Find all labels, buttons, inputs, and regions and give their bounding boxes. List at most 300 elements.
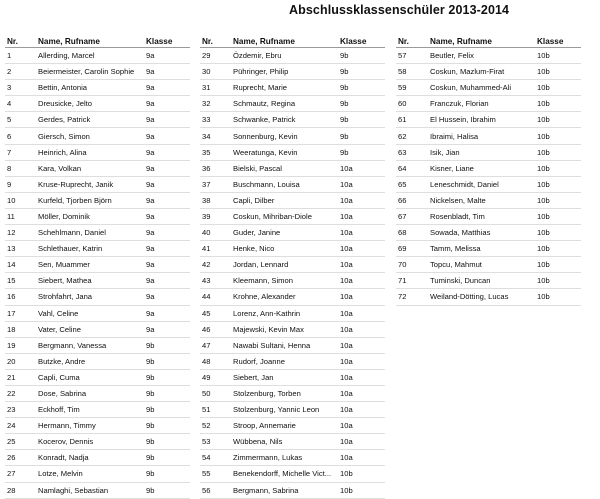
table-row xyxy=(396,257,581,273)
table-row xyxy=(5,192,190,208)
cell-name: Isik, Jian xyxy=(430,144,537,160)
cell-klasse: 9a xyxy=(146,96,190,112)
cell-name: Dreusicke, Jelto xyxy=(38,96,146,112)
cell-nr: 4 xyxy=(5,96,38,112)
cell-name: Tamm, Melissa xyxy=(430,241,537,257)
table-row xyxy=(396,192,581,208)
cell-name: Siebert, Mathea xyxy=(38,273,146,289)
table-row xyxy=(5,337,190,353)
cell-nr: 38 xyxy=(200,192,233,208)
cell-name: Lotze, Melvin xyxy=(38,466,146,482)
cell-klasse: 9a xyxy=(146,208,190,224)
cell-klasse: 10b xyxy=(537,176,581,192)
cell-klasse: 10a xyxy=(340,321,385,337)
cell-nr: 67 xyxy=(396,208,430,224)
cell-name: Kisner, Liane xyxy=(430,160,537,176)
cell-name: Schlethauer, Katrin xyxy=(38,241,146,257)
table-row xyxy=(200,321,385,337)
cell-name: Namlaghi, Sebastian xyxy=(38,482,146,498)
cell-nr: 10 xyxy=(5,192,38,208)
header-name: Name, Rufname xyxy=(430,33,537,48)
table-row xyxy=(5,353,190,369)
table-row xyxy=(5,160,190,176)
table-row xyxy=(396,128,581,144)
cell-klasse: 9b xyxy=(146,337,190,353)
table-row xyxy=(200,241,385,257)
cell-name: Weeratunga, Kevin xyxy=(233,144,340,160)
header-nr: Nr. xyxy=(396,33,430,48)
table-row xyxy=(5,80,190,96)
header-klasse: Klasse xyxy=(146,33,190,48)
cell-name: Hermann, Timmy xyxy=(38,418,146,434)
cell-nr: 46 xyxy=(200,321,233,337)
cell-nr: 39 xyxy=(200,208,233,224)
table-row xyxy=(200,64,385,80)
cell-nr: 6 xyxy=(5,128,38,144)
cell-nr: 14 xyxy=(5,257,38,273)
table-row xyxy=(396,225,581,241)
cell-name: Stroop, Annemarie xyxy=(233,418,340,434)
cell-name: Vater, Celine xyxy=(38,321,146,337)
cell-klasse: 9a xyxy=(146,112,190,128)
table-row xyxy=(200,418,385,434)
cell-name: Heinrich, Alina xyxy=(38,144,146,160)
cell-klasse: 9b xyxy=(340,144,385,160)
cell-klasse: 9a xyxy=(146,257,190,273)
cell-name: Vahl, Celine xyxy=(38,305,146,321)
cell-klasse: 10a xyxy=(340,385,385,401)
cell-klasse: 9a xyxy=(146,289,190,305)
cell-nr: 16 xyxy=(5,289,38,305)
cell-nr: 58 xyxy=(396,64,430,80)
table-row xyxy=(5,176,190,192)
cell-name: Strohfahrt, Jana xyxy=(38,289,146,305)
table-row xyxy=(396,112,581,128)
cell-name: Rosenbladt, Tim xyxy=(430,208,537,224)
cell-klasse: 10a xyxy=(340,273,385,289)
cell-name: Siebert, Jan xyxy=(233,369,340,385)
cell-name: Rudorf, Joanne xyxy=(233,353,340,369)
cell-klasse: 10a xyxy=(340,402,385,418)
cell-nr: 47 xyxy=(200,337,233,353)
cell-klasse: 10b xyxy=(537,128,581,144)
cell-name: Capli, Cuma xyxy=(38,369,146,385)
cell-nr: 36 xyxy=(200,160,233,176)
table-row xyxy=(396,273,581,289)
table-row xyxy=(200,450,385,466)
cell-name: Kara, Volkan xyxy=(38,160,146,176)
cell-klasse: 9a xyxy=(146,176,190,192)
cell-name: Stolzenburg, Yannic Leon xyxy=(233,402,340,418)
cell-nr: 27 xyxy=(5,466,38,482)
table-row xyxy=(200,257,385,273)
cell-name: Gerdes, Patrick xyxy=(38,112,146,128)
header-nr: Nr. xyxy=(200,33,233,48)
cell-nr: 52 xyxy=(200,418,233,434)
cell-nr: 50 xyxy=(200,385,233,401)
cell-name: Coskun, Muhammed-Ali xyxy=(430,80,537,96)
table-row xyxy=(200,466,385,482)
cell-nr: 40 xyxy=(200,225,233,241)
cell-klasse: 9a xyxy=(146,80,190,96)
cell-klasse: 9a xyxy=(146,128,190,144)
cell-name: Kleemann, Simon xyxy=(233,273,340,289)
cell-nr: 48 xyxy=(200,353,233,369)
cell-klasse: 9b xyxy=(146,369,190,385)
cell-nr: 59 xyxy=(396,80,430,96)
table-row xyxy=(200,482,385,498)
table-row xyxy=(396,160,581,176)
table-row xyxy=(5,225,190,241)
cell-name: Bielski, Pascal xyxy=(233,160,340,176)
table-row xyxy=(5,369,190,385)
table-row xyxy=(5,402,190,418)
cell-name: Möller, Dominik xyxy=(38,208,146,224)
cell-name: Sen, Muammer xyxy=(38,257,146,273)
cell-klasse: 10a xyxy=(340,353,385,369)
cell-klasse: 10b xyxy=(537,289,581,305)
cell-nr: 24 xyxy=(5,418,38,434)
table-row xyxy=(396,144,581,160)
table-row xyxy=(200,305,385,321)
table-row xyxy=(200,176,385,192)
cell-nr: 72 xyxy=(396,289,430,305)
cell-nr: 43 xyxy=(200,273,233,289)
table-row xyxy=(200,112,385,128)
table-row xyxy=(5,96,190,112)
cell-klasse: 10a xyxy=(340,160,385,176)
cell-klasse: 9b xyxy=(340,128,385,144)
table-row xyxy=(5,434,190,450)
table-row xyxy=(200,208,385,224)
table-row xyxy=(5,418,190,434)
cell-klasse: 10a xyxy=(340,257,385,273)
cell-klasse: 9a xyxy=(146,160,190,176)
cell-name: Bettin, Antonia xyxy=(38,80,146,96)
cell-nr: 11 xyxy=(5,208,38,224)
cell-name: Leneschmidt, Daniel xyxy=(430,176,537,192)
cell-klasse: 10b xyxy=(537,112,581,128)
cell-name: Kocerov, Dennis xyxy=(38,434,146,450)
cell-nr: 22 xyxy=(5,385,38,401)
table-row xyxy=(5,128,190,144)
table-row xyxy=(5,305,190,321)
table-row xyxy=(396,241,581,257)
cell-nr: 28 xyxy=(5,482,38,498)
table-row xyxy=(396,208,581,224)
cell-name: Majewski, Kevin Max xyxy=(233,321,340,337)
cell-klasse: 9a xyxy=(146,225,190,241)
cell-name: Coskun, Mazlum-Firat xyxy=(430,64,537,80)
cell-klasse: 9b xyxy=(340,64,385,80)
cell-klasse: 10a xyxy=(340,418,385,434)
header-klasse: Klasse xyxy=(340,33,385,48)
cell-nr: 34 xyxy=(200,128,233,144)
cell-name: Guder, Janine xyxy=(233,225,340,241)
cell-name: Pühringer, Philip xyxy=(233,64,340,80)
cell-name: Schmautz, Regina xyxy=(233,96,340,112)
cell-name: Krohne, Alexander xyxy=(233,289,340,305)
cell-klasse: 9a xyxy=(146,273,190,289)
cell-klasse: 10b xyxy=(537,160,581,176)
cell-nr: 61 xyxy=(396,112,430,128)
cell-nr: 3 xyxy=(5,80,38,96)
cell-nr: 64 xyxy=(396,160,430,176)
table-row xyxy=(396,176,581,192)
cell-klasse: 9b xyxy=(146,353,190,369)
header-name: Name, Rufname xyxy=(38,33,146,48)
cell-name: Ruprecht, Marie xyxy=(233,80,340,96)
table-row xyxy=(5,450,190,466)
cell-nr: 26 xyxy=(5,450,38,466)
table-row xyxy=(200,48,385,64)
table-row xyxy=(5,48,190,64)
cell-klasse: 9a xyxy=(146,144,190,160)
cell-nr: 69 xyxy=(396,241,430,257)
cell-name: Özdemir, Ebru xyxy=(233,48,340,64)
table-row xyxy=(5,64,190,80)
cell-klasse: 9a xyxy=(146,48,190,64)
student-table-2 xyxy=(200,33,385,499)
cell-nr: 9 xyxy=(5,176,38,192)
table-row xyxy=(5,273,190,289)
table-row xyxy=(5,257,190,273)
cell-klasse: 9b xyxy=(146,466,190,482)
cell-klasse: 9a xyxy=(146,305,190,321)
cell-nr: 57 xyxy=(396,48,430,64)
cell-nr: 18 xyxy=(5,321,38,337)
table-row xyxy=(5,112,190,128)
cell-klasse: 10b xyxy=(537,208,581,224)
cell-nr: 1 xyxy=(5,48,38,64)
table-row xyxy=(200,385,385,401)
cell-name: Konradt, Nadja xyxy=(38,450,146,466)
cell-nr: 8 xyxy=(5,160,38,176)
cell-name: Benekendorff, Michelle Vict... xyxy=(233,466,340,482)
table-row xyxy=(200,402,385,418)
cell-name: Nickelsen, Malte xyxy=(430,192,537,208)
cell-name: Beutler, Felix xyxy=(430,48,537,64)
cell-name: Schwanke, Patrick xyxy=(233,112,340,128)
cell-nr: 56 xyxy=(200,482,233,498)
table-row xyxy=(200,434,385,450)
cell-nr: 51 xyxy=(200,402,233,418)
cell-klasse: 9b xyxy=(340,112,385,128)
cell-nr: 5 xyxy=(5,112,38,128)
cell-klasse: 10a xyxy=(340,225,385,241)
cell-nr: 44 xyxy=(200,289,233,305)
cell-name: Schehlmann, Daniel xyxy=(38,225,146,241)
table-row xyxy=(5,241,190,257)
cell-nr: 29 xyxy=(200,48,233,64)
cell-name: Kurfeld, Tjorben Björn xyxy=(38,192,146,208)
cell-klasse: 10a xyxy=(340,305,385,321)
header-name: Name, Rufname xyxy=(233,33,340,48)
cell-nr: 2 xyxy=(5,64,38,80)
cell-name: Coskun, Mihriban-Diole xyxy=(233,208,340,224)
cell-klasse: 10a xyxy=(340,450,385,466)
cell-nr: 33 xyxy=(200,112,233,128)
cell-nr: 17 xyxy=(5,305,38,321)
cell-nr: 62 xyxy=(396,128,430,144)
cell-klasse: 9b xyxy=(340,96,385,112)
cell-name: Giersch, Simon xyxy=(38,128,146,144)
cell-nr: 13 xyxy=(5,241,38,257)
cell-klasse: 9b xyxy=(340,48,385,64)
cell-name: Sowada, Matthias xyxy=(430,225,537,241)
table-row xyxy=(5,466,190,482)
cell-name: Butzke, Andre xyxy=(38,353,146,369)
table-header-row xyxy=(396,33,581,48)
cell-nr: 54 xyxy=(200,450,233,466)
cell-nr: 15 xyxy=(5,273,38,289)
header-klasse: Klasse xyxy=(537,33,581,48)
cell-name: Eckhoff, Tim xyxy=(38,402,146,418)
table-row xyxy=(200,144,385,160)
cell-nr: 53 xyxy=(200,434,233,450)
cell-nr: 70 xyxy=(396,257,430,273)
table-row xyxy=(200,225,385,241)
student-table-3 xyxy=(396,33,581,306)
table-row xyxy=(200,369,385,385)
cell-klasse: 10b xyxy=(537,48,581,64)
cell-name: Dose, Sabrina xyxy=(38,385,146,401)
cell-klasse: 9a xyxy=(146,241,190,257)
cell-name: Zimmermann, Lukas xyxy=(233,450,340,466)
cell-nr: 35 xyxy=(200,144,233,160)
table-row xyxy=(396,289,581,305)
cell-name: Bergmann, Sabrina xyxy=(233,482,340,498)
cell-klasse: 9b xyxy=(146,482,190,498)
cell-klasse: 9a xyxy=(146,321,190,337)
cell-nr: 45 xyxy=(200,305,233,321)
table-row xyxy=(200,273,385,289)
table-row xyxy=(200,337,385,353)
table-row xyxy=(5,144,190,160)
table-row xyxy=(200,160,385,176)
table-row xyxy=(200,353,385,369)
cell-name: Allerding, Marcel xyxy=(38,48,146,64)
cell-nr: 65 xyxy=(396,176,430,192)
table-row xyxy=(200,289,385,305)
cell-nr: 20 xyxy=(5,353,38,369)
cell-nr: 71 xyxy=(396,273,430,289)
table-row xyxy=(5,208,190,224)
cell-klasse: 9a xyxy=(146,64,190,80)
cell-nr: 21 xyxy=(5,369,38,385)
cell-nr: 30 xyxy=(200,64,233,80)
cell-nr: 55 xyxy=(200,466,233,482)
cell-nr: 68 xyxy=(396,225,430,241)
cell-klasse: 9a xyxy=(146,192,190,208)
cell-name: Tuminski, Duncan xyxy=(430,273,537,289)
student-table-1 xyxy=(5,33,190,499)
cell-nr: 63 xyxy=(396,144,430,160)
cell-nr: 60 xyxy=(396,96,430,112)
cell-klasse: 10b xyxy=(537,64,581,80)
page-title: Abschlussklassenschüler 2013-2014 xyxy=(289,3,510,17)
cell-klasse: 10b xyxy=(537,96,581,112)
cell-nr: 23 xyxy=(5,402,38,418)
cell-klasse: 10a xyxy=(340,208,385,224)
cell-klasse: 9b xyxy=(146,450,190,466)
cell-klasse: 10a xyxy=(340,192,385,208)
header-nr: Nr. xyxy=(5,33,38,48)
cell-klasse: 10b xyxy=(537,241,581,257)
cell-klasse: 10a xyxy=(340,176,385,192)
cell-name: Beiermeister, Carolin Sophie xyxy=(38,64,146,80)
table-row xyxy=(200,80,385,96)
table-header-row xyxy=(5,33,190,48)
cell-name: El Hussein, Ibrahim xyxy=(430,112,537,128)
table-row xyxy=(5,289,190,305)
table-row xyxy=(5,385,190,401)
cell-nr: 42 xyxy=(200,257,233,273)
cell-name: Franczuk, Florian xyxy=(430,96,537,112)
table-row xyxy=(396,80,581,96)
cell-nr: 32 xyxy=(200,96,233,112)
table-row xyxy=(396,64,581,80)
cell-nr: 7 xyxy=(5,144,38,160)
cell-klasse: 10b xyxy=(537,273,581,289)
cell-name: Henke, Nico xyxy=(233,241,340,257)
cell-klasse: 10b xyxy=(537,144,581,160)
table-row xyxy=(200,128,385,144)
cell-klasse: 10b xyxy=(340,466,385,482)
cell-klasse: 10a xyxy=(340,241,385,257)
cell-name: Stolzenburg, Torben xyxy=(233,385,340,401)
table-row xyxy=(5,321,190,337)
cell-klasse: 10a xyxy=(340,369,385,385)
cell-klasse: 10b xyxy=(537,257,581,273)
cell-nr: 49 xyxy=(200,369,233,385)
cell-klasse: 10b xyxy=(537,80,581,96)
table-row xyxy=(5,482,190,498)
table-row xyxy=(396,96,581,112)
cell-name: Topcu, Mahmut xyxy=(430,257,537,273)
cell-name: Weiland-Dötting, Lucas xyxy=(430,289,537,305)
cell-nr: 19 xyxy=(5,337,38,353)
cell-nr: 41 xyxy=(200,241,233,257)
cell-klasse: 10a xyxy=(340,337,385,353)
cell-name: Wübbena, Nils xyxy=(233,434,340,450)
cell-name: Nawabi Sultani, Henna xyxy=(233,337,340,353)
cell-name: Lorenz, Ann-Kathrin xyxy=(233,305,340,321)
table-header-row xyxy=(200,33,385,48)
cell-klasse: 10b xyxy=(340,482,385,498)
cell-klasse: 9b xyxy=(340,80,385,96)
cell-klasse: 10b xyxy=(537,192,581,208)
cell-nr: 25 xyxy=(5,434,38,450)
cell-nr: 12 xyxy=(5,225,38,241)
cell-name: Bergmann, Vanessa xyxy=(38,337,146,353)
cell-nr: 37 xyxy=(200,176,233,192)
cell-nr: 66 xyxy=(396,192,430,208)
table-row xyxy=(200,192,385,208)
cell-klasse: 10a xyxy=(340,434,385,450)
table-row xyxy=(200,96,385,112)
cell-klasse: 10b xyxy=(537,225,581,241)
table-row xyxy=(396,48,581,64)
cell-klasse: 9b xyxy=(146,385,190,401)
cell-klasse: 9b xyxy=(146,434,190,450)
cell-klasse: 10a xyxy=(340,289,385,305)
cell-nr: 31 xyxy=(200,80,233,96)
cell-name: Jordan, Lennard xyxy=(233,257,340,273)
cell-klasse: 9b xyxy=(146,402,190,418)
cell-name: Ibraimi, Halisa xyxy=(430,128,537,144)
cell-klasse: 9b xyxy=(146,418,190,434)
